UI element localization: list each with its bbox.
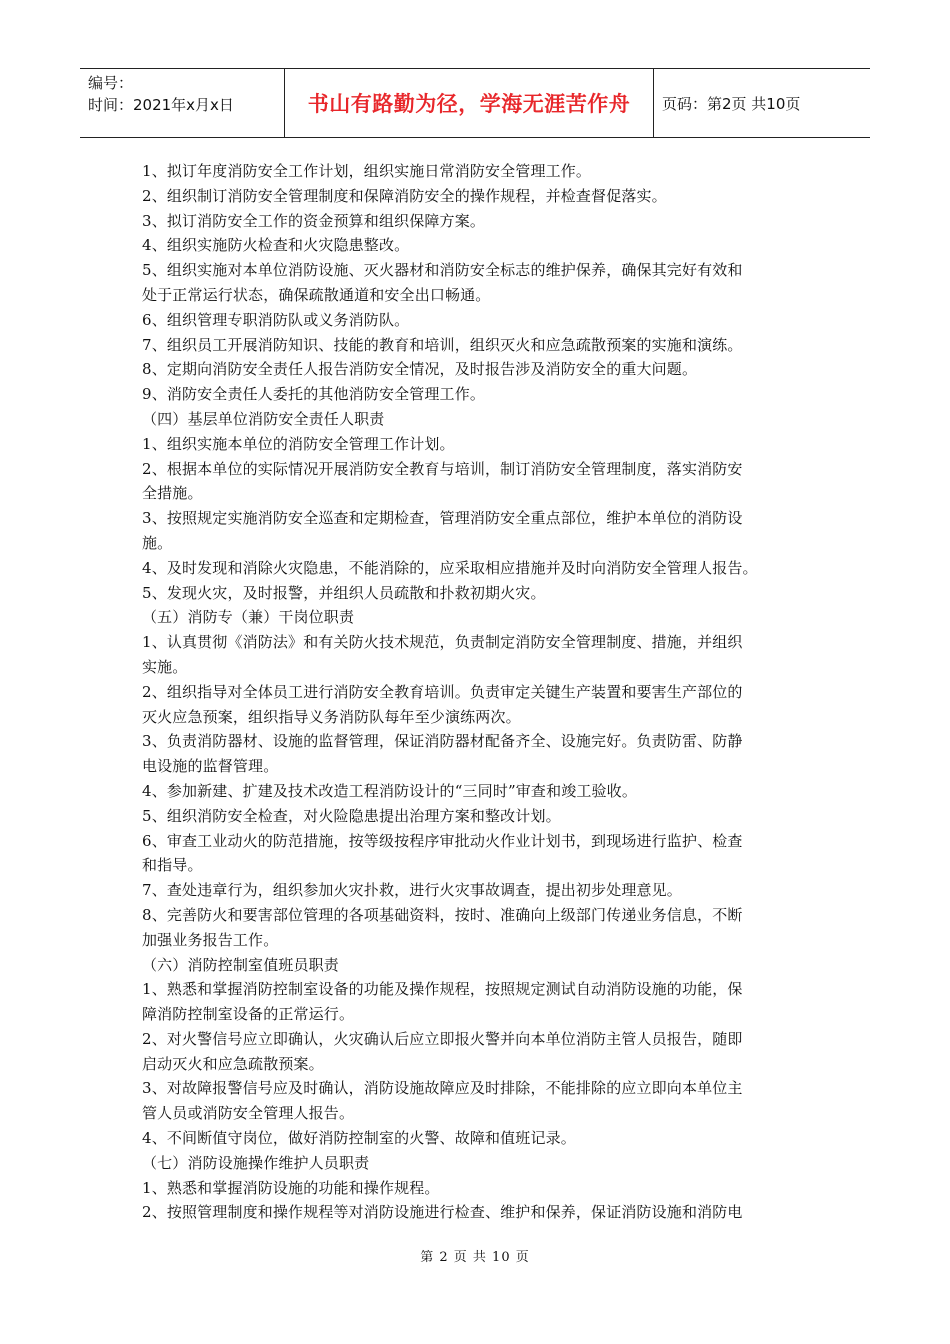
text-line: 4、不间断值守岗位，做好消防控制室的火警、故障和值班记录。 — [142, 1129, 576, 1148]
text-line: 6、组织管理专职消防队或义务消防队。 — [142, 310, 410, 329]
text-line: 加强业务报告工作。 — [142, 930, 279, 949]
text-line: 处于正常运行状态，确保疏散通道和安全出口畅通。 — [142, 285, 491, 304]
text-line: 8、定期向消防安全责任人报告消防安全情况，及时报告涉及消防安全的重大问题。 — [142, 360, 698, 379]
header-left-cell — [80, 69, 284, 137]
text-line: 7、组织员工开展消防知识、技能的教育和培训，组织灭火和应急疏散预案的实施和演练。 — [142, 335, 743, 354]
text-line: 灭火应急预案，组织指导义务消防队每年至少演练两次。 — [142, 707, 521, 726]
text-line: 2、组织指导对全体员工进行消防安全教育培训。负责审定关键生产装置和要害生产部位的 — [142, 682, 743, 701]
text-line: （五）消防专（兼）干岗位职责 — [142, 608, 355, 627]
text-line: 3、按照规定实施消防安全巡查和定期检查，管理消防安全重点部位，维护本单位的消防设 — [142, 509, 743, 528]
text-line: 2、对火警信号应立即确认，火灾确认后应立即报火警并向本单位消防主管人员报告，随即 — [142, 1029, 743, 1048]
text-line: 1、认真贯彻《消防法》和有关防火技术规范，负责制定消防安全管理制度、措施，并组织 — [142, 633, 743, 652]
text-line: 4、组织实施防火检查和火灾隐患整改。 — [142, 236, 410, 255]
text-line: 6、审查工业动火的防范措施，按等级按程序审批动火作业计划书，到现场进行监护、检查 — [142, 831, 743, 850]
text-line: 施。 — [142, 533, 173, 552]
text-line: 启动灭火和应急疏散预案。 — [142, 1054, 324, 1073]
text-line: 4、及时发现和消除火灾隐患，不能消除的，应采取相应措施并及时向消防安全管理人报告。 — [142, 558, 758, 577]
text-line: 1、熟悉和掌握消防设施的功能和操作规程。 — [142, 1178, 440, 1197]
text-line: 5、组织消防安全检查，对火险隐患提出治理方案和整改计划。 — [142, 806, 561, 825]
page-header — [80, 68, 870, 138]
header-motto: 书山有路勤为径，学海无涯苦作舟 — [284, 69, 654, 137]
text-line: 1、熟悉和掌握消防控制室设备的功能及操作规程，按照规定测试自动消防设施的功能，保 — [142, 980, 743, 999]
text-line: 3、对故障报警信号应及时确认，消防设施故障应及时排除，不能排除的应立即向本单位主 — [142, 1079, 743, 1098]
header-page-info: 页码：第2页 共10页 — [662, 94, 801, 113]
text-line: 障消防控制室设备的正常运行。 — [142, 1005, 355, 1024]
text-line: 5、组织实施对本单位消防设施、灭火器材和消防安全标志的维护保养，确保其完好有效和 — [142, 261, 743, 280]
document-body — [142, 159, 822, 1225]
text-line: 5、发现火灾，及时报警，并组织人员疏散和扑救初期火灾。 — [142, 583, 546, 602]
text-line: 2、按照管理制度和操作规程等对消防设施进行检查、维护和保养，保证消防设施和消防电 — [142, 1203, 743, 1222]
text-line: 2、根据本单位的实际情况开展消防安全教育与培训，制订消防安全管理制度，落实消防安 — [142, 459, 743, 478]
document-date: 时间：2021年x月x日 — [88, 96, 234, 114]
text-line: 4、参加新建、扩建及技术改造工程消防设计的“三同时”审查和竣工验收。 — [142, 781, 637, 800]
text-line: （七）消防设施操作维护人员职责 — [142, 1153, 370, 1172]
text-line: 9、消防安全责任人委托的其他消防安全管理工作。 — [142, 385, 485, 404]
page-footer: 第 2 页 共 10 页 — [420, 1250, 530, 1265]
text-line: 1、组织实施本单位的消防安全管理工作计划。 — [142, 434, 455, 453]
text-line: 管人员或消防安全管理人报告。 — [142, 1104, 355, 1123]
text-line: 1、拟订年度消防安全工作计划，组织实施日常消防安全管理工作。 — [142, 162, 592, 180]
text-line: 2、组织制订消防安全管理制度和保障消防安全的操作规程，并检查督促落实。 — [142, 186, 667, 205]
text-line: 和指导。 — [142, 856, 203, 875]
text-line: 全措施。 — [142, 484, 203, 503]
document-code-label: 编号： — [88, 74, 134, 92]
text-line: 8、完善防火和要害部位管理的各项基础资料，按时、准确向上级部门传递业务信息，不断 — [142, 905, 743, 924]
text-line: 实施。 — [142, 657, 188, 676]
text-line: （四）基层单位消防安全责任人职责 — [142, 409, 385, 428]
text-line: 3、负责消防器材、设施的监督管理，保证消防器材配备齐全、设施完好。负责防雷、防静 — [142, 732, 743, 751]
text-line: 3、拟订消防安全工作的资金预算和组织保障方案。 — [142, 211, 485, 230]
text-line: （六）消防控制室值班员职责 — [142, 955, 339, 974]
text-line: 7、查处违章行为，组织参加火灾扑救，进行火灾事故调查，提出初步处理意见。 — [142, 881, 682, 900]
text-line: 电设施的监督管理。 — [142, 757, 279, 776]
